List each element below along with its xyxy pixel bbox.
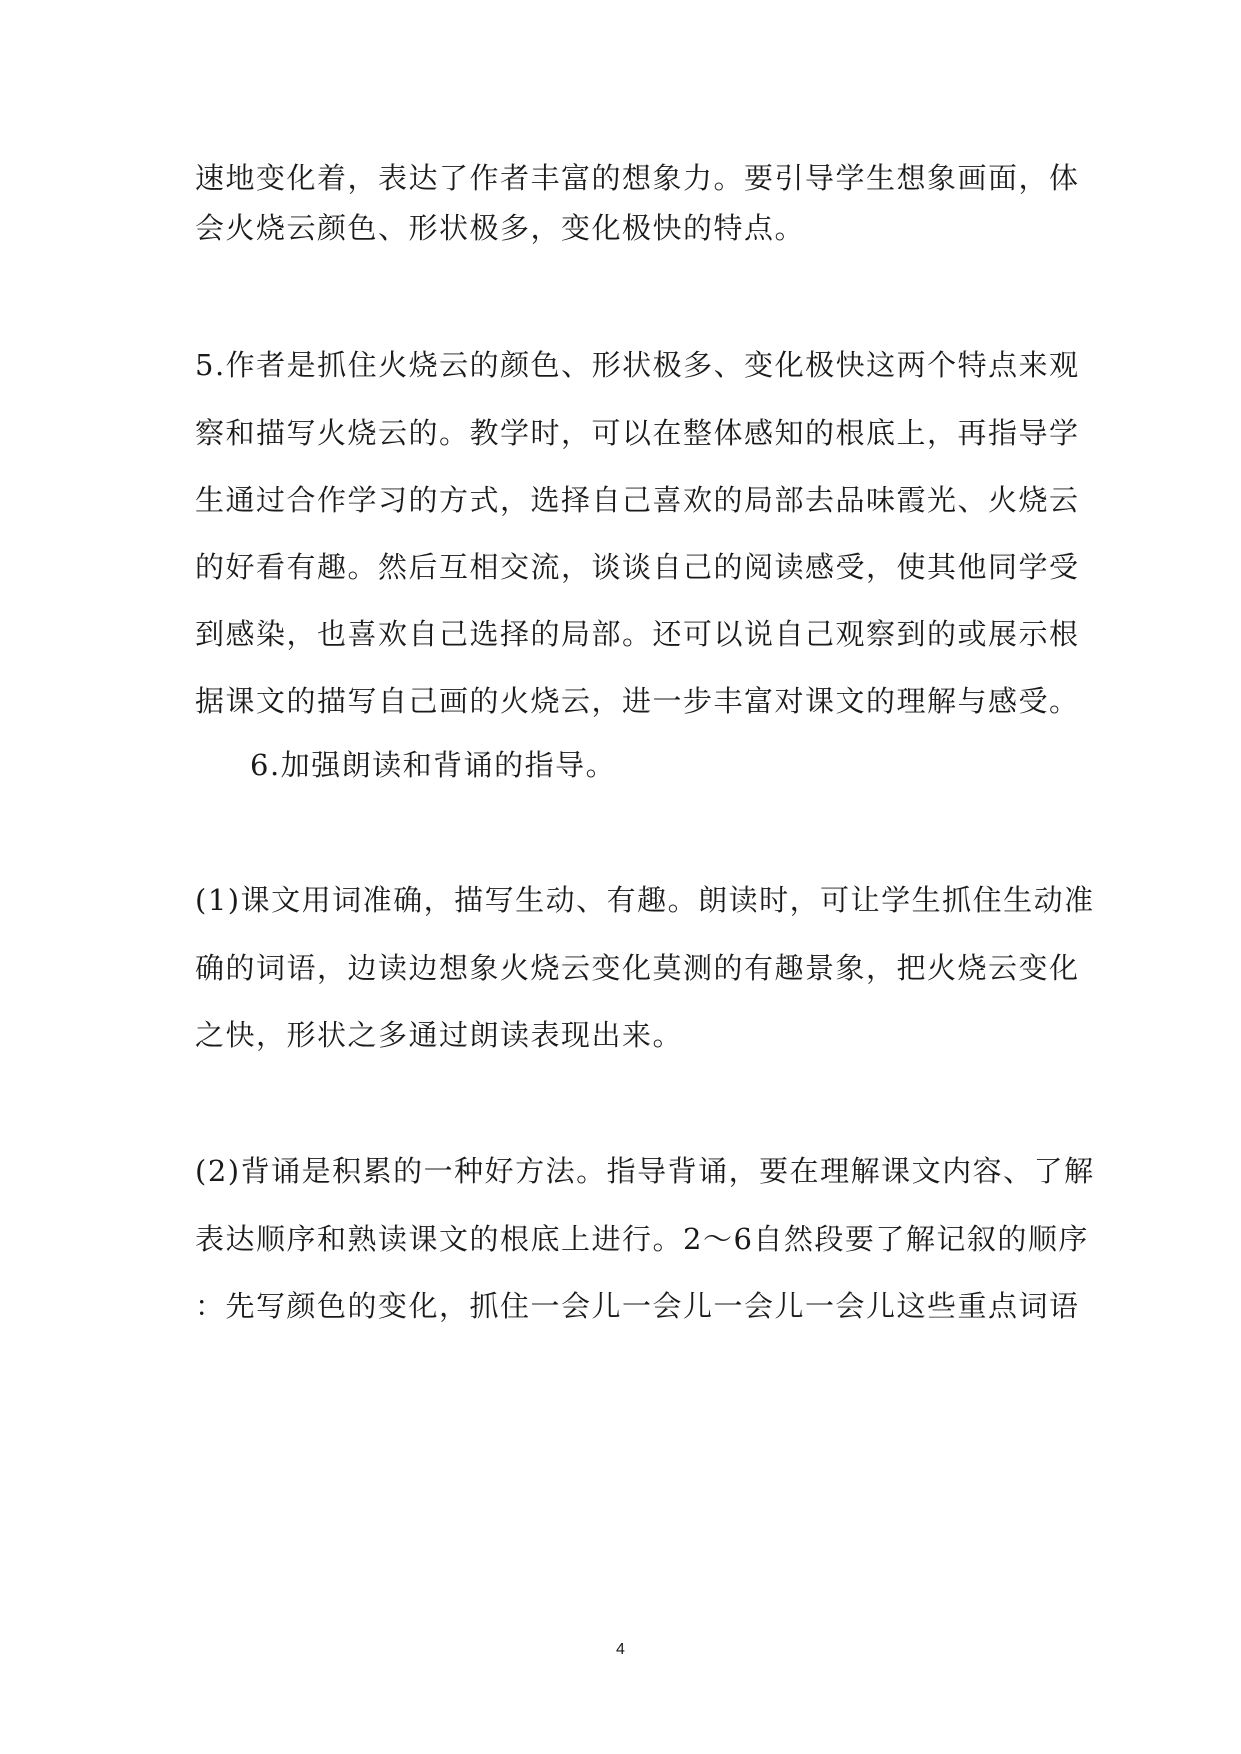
- paragraph-2-line-1: 5.作者是抓住火烧云的颜色、形状极多、变化极快这两个特点来观: [195, 348, 1080, 382]
- paragraph-4-line-2: 确的词语，边读边想象火烧云变化莫测的有趣景象，把火烧云变化: [195, 951, 1080, 985]
- paragraph-1-line-1: 速地变化着，表达了作者丰富的想象力。要引导学生想象画面，体: [195, 161, 1080, 195]
- page-number: 4: [616, 1641, 625, 1658]
- paragraph-5-line-1: (2)背诵是积累的一种好方法。指导背诵，要在理解课文内容、了解: [195, 1154, 1095, 1188]
- paragraph-2-line-6: 据课文的描写自己画的火烧云，进一步丰富对课文的理解与感受。: [195, 684, 1080, 718]
- paragraph-3-line-1: 6.加强朗读和背诵的指导。: [250, 748, 617, 782]
- paragraph-2-line-5: 到感染，也喜欢自己选择的局部。还可以说自己观察到的或展示根: [195, 617, 1080, 651]
- paragraph-2-line-4: 的好看有趣。然后互相交流，谈谈自己的阅读感受，使其他同学受: [195, 550, 1080, 584]
- paragraph-5-line-2: 表达顺序和熟读课文的根底上进行。2～6自然段要了解记叙的顺序: [195, 1222, 1089, 1256]
- paragraph-4-line-3: 之快，形状之多通过朗读表现出来。: [195, 1018, 684, 1052]
- paragraph-2-line-2: 察和描写火烧云的。教学时，可以在整体感知的根底上，再指导学: [195, 416, 1080, 450]
- paragraph-4-line-1: (1)课文用词准确，描写生动、有趣。朗读时，可让学生抓住生动准: [195, 883, 1095, 917]
- paragraph-1-line-2: 会火烧云颜色、形状极多，变化极快的特点。: [195, 211, 806, 245]
- paragraph-5-line-3: ：先写颜色的变化，抓住一会儿一会儿一会儿一会儿这些重点词语: [195, 1289, 1080, 1323]
- paragraph-2-line-3: 生通过合作学习的方式，选择自己喜欢的局部去品味霞光、火烧云: [195, 483, 1080, 517]
